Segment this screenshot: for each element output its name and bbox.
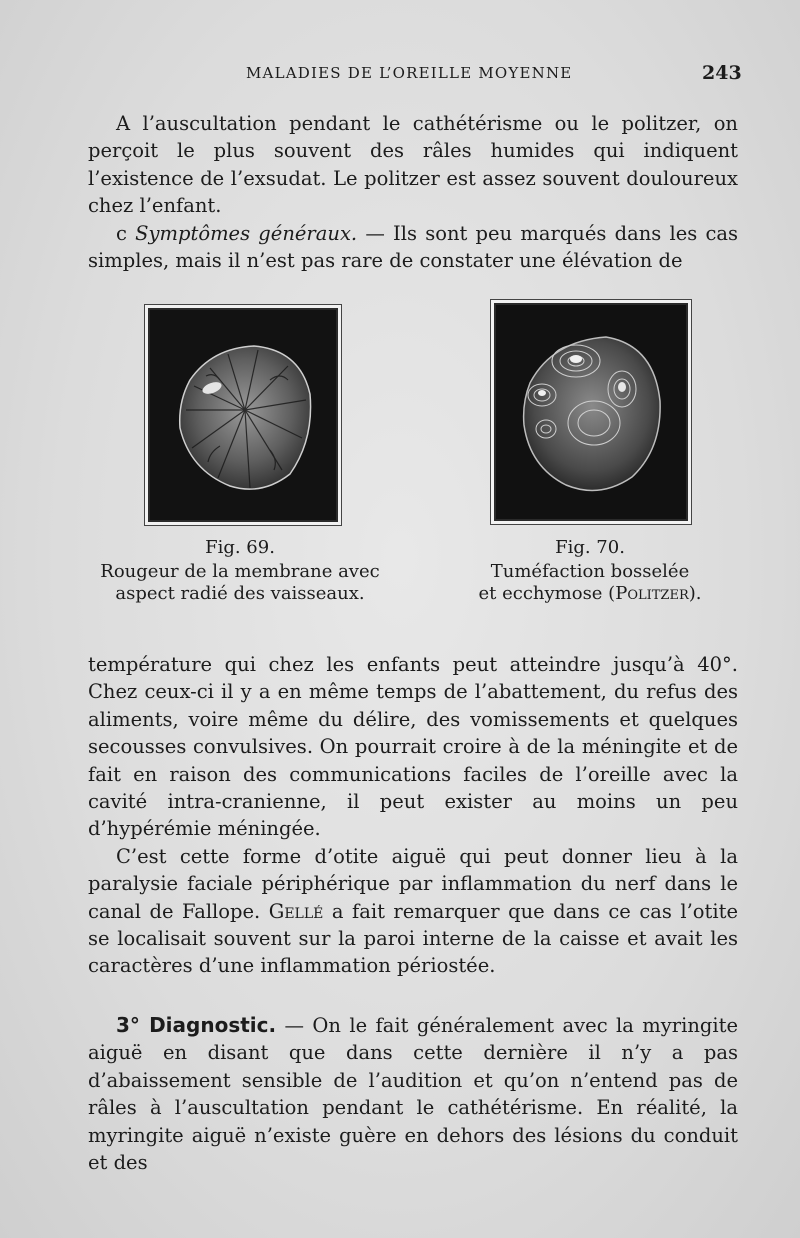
- figure-70-caption-end: ).: [688, 583, 702, 604]
- page-number: 243: [702, 62, 742, 84]
- paragraph-facial-paralysis: [88, 843, 738, 980]
- figure-70-image: [494, 303, 688, 521]
- page-header: [0, 64, 800, 92]
- figure-70-caption-author: Politzer: [615, 583, 689, 604]
- symptoms-heading: Symptômes généraux.: [135, 221, 358, 245]
- running-title: MALADIES DE L’OREILLE MOYENNE: [246, 64, 573, 82]
- text-block-top: [88, 110, 738, 274]
- figure-69-label: Fig. 69.: [205, 537, 275, 558]
- section-marker: c: [116, 221, 127, 245]
- text-block-diagnostic: [88, 1012, 738, 1176]
- paragraph-auscultation: A l’auscultation pendant le cathétérisme ou le politzer, on perçoit le plus souvent des râles humides qui indiquent l’existence de l’exsudat. Le politzer est assez souvent douloureux chez l’enfant.: [88, 112, 738, 218]
- figure-69-caption-line1: Rougeur de la membrane avec: [100, 561, 380, 582]
- tympanic-membrane-redness-illustration: [150, 310, 336, 520]
- figure-69-image: [148, 308, 338, 522]
- figure-69-caption-line2: aspect radié des vaisseaux.: [115, 583, 365, 604]
- paragraph-diagnostic: [88, 1012, 738, 1176]
- figure-70-caption: [440, 537, 740, 605]
- figure-69-caption: [70, 537, 410, 605]
- diagnostic-heading: 3° Diagnostic.: [116, 1013, 277, 1037]
- facial-author: Gellé: [268, 899, 324, 923]
- text-block-middle: [88, 651, 738, 980]
- facial-text-start: C’est cette forme d’otite aiguë qui peut donner lieu à la paralysie faciale périphérique par inflammation du nerf dans le canal de Fallope.: [88, 844, 738, 923]
- figure-70-label: Fig. 70.: [555, 537, 625, 558]
- paragraph-temperature: température qui chez les enfants peut atteindre jusqu’à 40°. Chez ceux-ci il y a en même temps de l’abattement, du refus des aliments, voire même du délire, des vomissements et quelques secousses convulsives. On pourrait croire à de la méningite et de fait en raison des communications faciles de l’oreille avec la cavité intra-cranienne, il peut exister au moins un peu d’hypérémie méningée.: [88, 653, 738, 841]
- symptoms-text: — Ils sont peu marqués dans les cas simples, mais il n’est pas rare de constater une élévation de: [88, 221, 739, 273]
- diagnostic-text: — On le fait généralement avec la myringite aiguë en disant que dans cette dernière il n’y a pas d’abaissement sensible de l’audition et qu’on n’entend pas de râles à l’auscultation pendant le cathétérisme. En réalité, la myringite aiguë n’existe guère en dehors des lésions du conduit et des: [88, 1014, 738, 1175]
- facial-text-end: a fait remarquer que dans ce cas l’otite se localisait souvent sur la paroi interne de la caisse et avait les caractères d’une inflammation périostée.: [88, 899, 738, 978]
- tympanic-membrane-swelling-illustration: [496, 305, 686, 519]
- figure-70-caption-line1: Tuméfaction bosselée: [490, 561, 690, 582]
- figure-70-caption-line2: et ecchymose (: [478, 583, 616, 604]
- paragraph-symptoms: [88, 220, 738, 275]
